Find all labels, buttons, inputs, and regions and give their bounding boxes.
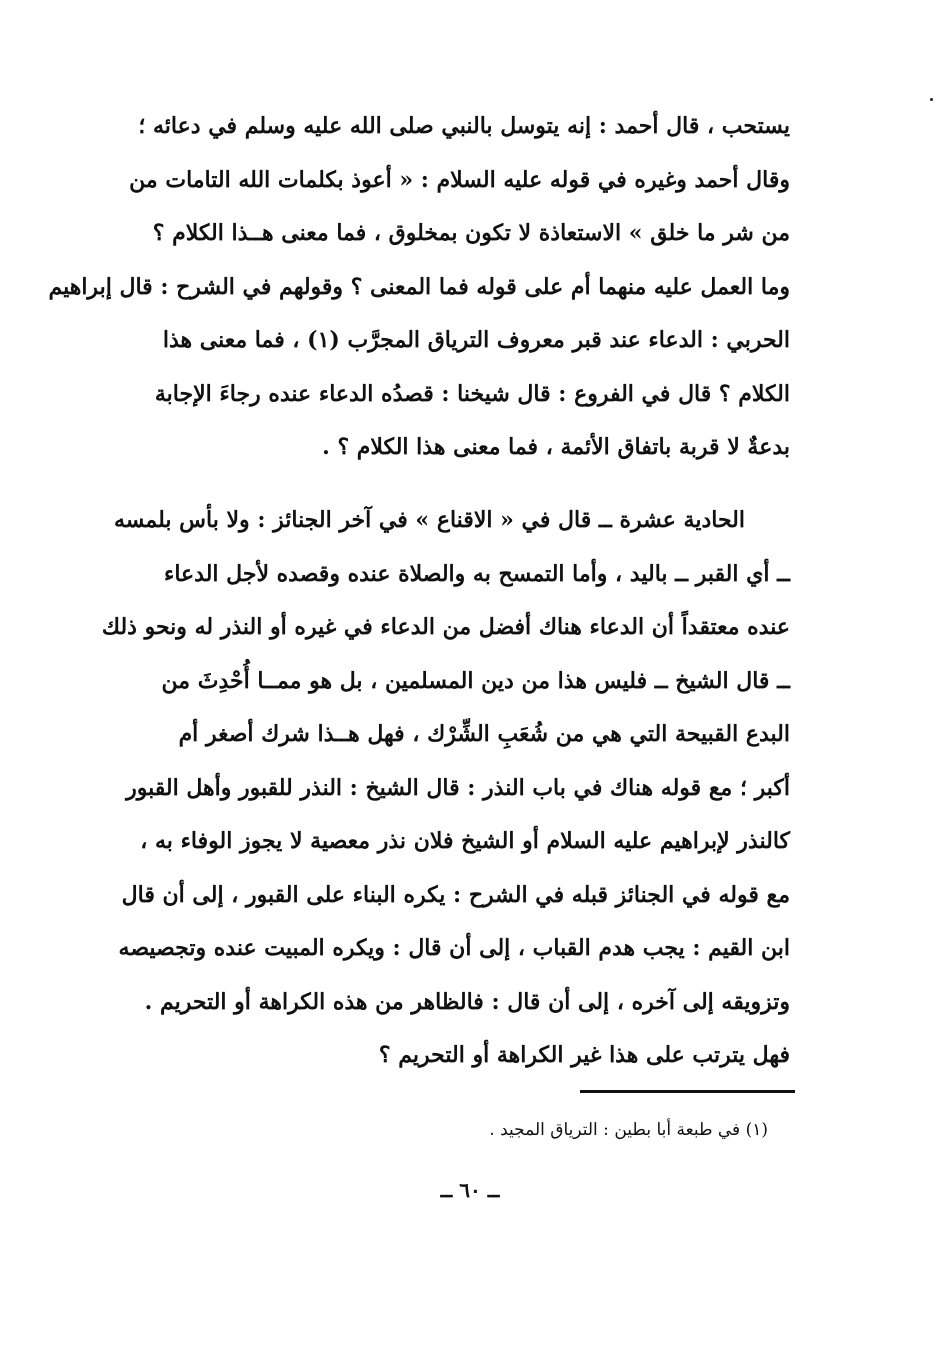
- footnote: (١) في طبعة أبا بطين : الترياق المجيد .: [489, 1120, 768, 1140]
- footnote-divider: [580, 1090, 795, 1093]
- text-line: مع قوله في الجنائز قبله في الشرح : يكره البناء على القبور ، إلى أن قال: [121, 881, 790, 908]
- paragraph-2: [101, 494, 790, 1083]
- text-line: فهل يترتب على هذا غير الكراهة أو التحريم ؟: [378, 1042, 790, 1068]
- text-line: ــ قال الشيخ ــ فليس هذا من دين المسلمين ، بل هو ممــا أُحْدِثَ من: [161, 667, 790, 694]
- text-line: وما العمل عليه منهما أم على قوله فما المعنى ؟ وقولهم في الشرح : قال إبراهيم: [48, 273, 790, 300]
- text-line: بدعةٌ لا قربة باتفاق الأئمة ، فما معنى هذا الكلام ؟ .: [322, 434, 790, 460]
- paragraph-1: [48, 100, 790, 475]
- text-line: ــ أي القبر ــ باليد ، وأما التمسح به والصلاة عنده وقصده لأجل الدعاء: [163, 560, 790, 587]
- text-line: الحادية عشرة ــ قال في « الاقناع » في آخر الجنائز : ولا بأس بلمسه: [113, 507, 745, 533]
- text-line: من شر ما خلق » الاستعاذة لا تكون بمخلوق ، فما معنى هــذا الكلام ؟: [152, 220, 790, 246]
- text-line: أكبر ؛ مع قوله هناك في باب النذر : قال الشيخ : النذر للقبور وأهل القبور: [126, 774, 790, 801]
- text-line: ابن القيم : يجب هدم القباب ، إلى أن قال : ويكره المبيت عنده وتجصيصه: [118, 935, 790, 961]
- text-line: الحربي : الدعاء عند قبر معروف الترياق المجرَّب (١) ، فما معنى هذا: [162, 327, 790, 353]
- text-line: وقال أحمد وغيره في قوله عليه السلام : « أعوذ بكلمات الله التامات من: [129, 166, 790, 193]
- text-line: الكلام ؟ قال في الفروع : قال شيخنا : قصدُه الدعاء عنده رجاءَ الإجابة: [154, 380, 790, 407]
- text-line: وتزويقه إلى آخره ، إلى أن قال : فالظاهر من هذه الكراهة أو التحريم .: [144, 988, 790, 1015]
- text-line: البدع القبيحة التي هي من شُعَبِ الشِّرْك ، فهل هــذا شرك أصغر أم: [178, 721, 790, 747]
- page-number: ــ ٦٠ ــ: [440, 1178, 500, 1202]
- text-line: عنده معتقداً أن الدعاء هناك أفضل من الدعاء في غيره أو النذر له ونحو ذلك: [101, 614, 790, 640]
- scan-speck: [930, 98, 933, 101]
- text-line: يستحب ، قال أحمد : إنه يتوسل بالنبي صلى الله عليه وسلم في دعائه ؛: [138, 113, 790, 139]
- text-line: كالنذر لإبراهيم عليه السلام أو الشيخ فلان نذر معصية لا يجوز الوفاء به ،: [140, 828, 790, 854]
